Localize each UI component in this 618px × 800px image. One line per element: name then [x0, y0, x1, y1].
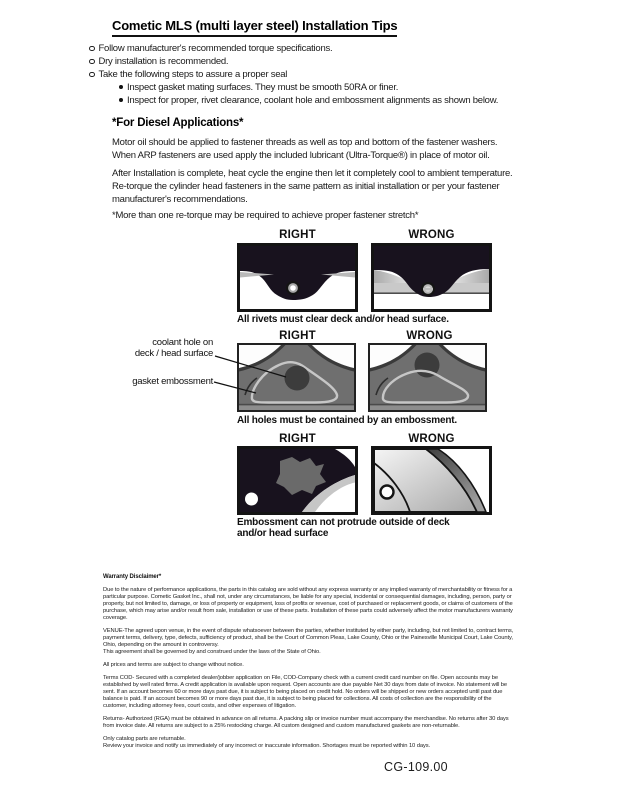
disclaimer-paragraph: Due to the nature of performance applications, the parts in this catalog are sold without any express warranty or any implied warranty of merchantability or fitness for a particular purpose. Cometic Gasket Inc., shall not, under any circumstances, be liable for any special, incidental or consequential damages, including, person, party or property, but not limited to, damage, or loss of property or equipment, loss of profits or revenue, cost of purchased or replacement goods, or claims of customers of the purchase, which may arise and/or result from sale, installation or use of these parts. Installation of these parts could adversely affect the motor manufacturers warranty coverage. [103, 587, 513, 621]
wrong-label: WRONG [408, 433, 455, 445]
list-item-text: Take the following steps to assure a proper seal [98, 69, 288, 80]
rivet-interference-illustration [374, 246, 489, 309]
list-item-text: Dry installation is recommended. [98, 56, 229, 67]
disclaimer-paragraph: Returns- Authorized (RGA) must be obtained in advance on all returns. A packing slip or invoice number must accompany the merchandise. No returns after 30 days from invoice date. All returns are subject to a 25% restocking charge. All custom designed and custom manufactured gaskets are non-returnable. [103, 716, 509, 729]
wrong-label: WRONG [406, 330, 453, 342]
rivet-center [290, 285, 296, 291]
installation-tips-list [89, 42, 529, 107]
diesel-paragraph: Motor oil should be applied to fastener threads as well as top and bottom of the fastener washers. When ARP fasteners are used apply the included lubricant (Ultra-Torque®) in place of motor oil. [112, 137, 498, 161]
hole-contained-illustration [239, 345, 354, 410]
caption-holes: All holes must be contained by an embossment. [237, 415, 457, 426]
warranty-disclaimer [103, 574, 517, 756]
list-item-text: Follow manufacturer's recommended torque specifications. [98, 43, 333, 54]
list-item [89, 55, 529, 68]
disclaimer-paragraph: Review your invoice and notify us immediately of any incorrect or inaccurate information. Shortages must be reported within 10 days. [103, 743, 431, 749]
page-title: Cometic MLS (multi layer steel) Installation Tips [112, 18, 397, 37]
list-item [89, 68, 529, 81]
hole-outside-illustration [370, 345, 485, 410]
diesel-section-heading: *For Diesel Applications* [112, 117, 244, 129]
list-item [119, 81, 529, 94]
filled-bullet-icon [119, 98, 123, 102]
diagram-embossment-wrong [371, 446, 492, 515]
gasket-edge-line [239, 404, 354, 406]
disclaimer-paragraph: All prices and terms are subject to change without notice. [103, 662, 244, 668]
diagram-rivet-right [237, 243, 358, 312]
right-label: RIGHT [279, 229, 316, 241]
open-bullet-icon [89, 59, 95, 65]
embossment-protruding-illustration [374, 449, 489, 512]
annotation-line: coolant hole on [152, 337, 213, 348]
annotation-gasket-embossment [103, 377, 213, 388]
gasket-bottom-band [370, 405, 485, 410]
filled-bullet-icon [119, 85, 123, 89]
bolt-hole [245, 493, 258, 506]
rivet-deck-overlap [423, 288, 433, 290]
diagram-embossment-right [237, 446, 358, 515]
list-item [89, 42, 529, 55]
disclaimer-paragraph: Terms COD- Secured with a completed dealer/jobber application on File, COD-Company check with a current credit card number on file. Open accounts may be established by well rated firms. A credit application is available upon request. Open accounts are due payable Net 30 days from date of invoice. No statement will be sent. If an account becomes 60 or more days past due, it is subject to being placed on credit hold. No orders will be shipped or new orders accepted until past due balance is paid. If an account becomes 90 or more days past due, it is subject to being placed for collections. All costs of collection are the responsibility of the customer, including attorney fees, court costs, and other expenses of litigation. [103, 675, 508, 709]
list-item-text: Inspect gasket mating surfaces. They must be smooth 50RA or finer. [127, 82, 399, 93]
embossment-contained-illustration [240, 449, 355, 512]
list-item-text: Inspect for proper, rivet clearance, coolant hole and embossment alignments as shown below. [127, 95, 499, 106]
disclaimer-heading: Warranty Disclaimer* [103, 574, 162, 580]
retorque-note: *More than one re-torque may be required to achieve proper fastener stretch* [112, 210, 419, 221]
bolt-hole [381, 486, 394, 499]
gasket-edge-line [370, 404, 485, 406]
caption-line: Embossment can not protrude outside of deck [237, 517, 450, 528]
list-item [119, 94, 529, 107]
caption-rivets: All rivets must clear deck and/or head surface. [237, 314, 449, 325]
diagram-hole-wrong [368, 343, 487, 412]
right-label: RIGHT [279, 330, 316, 342]
disclaimer-paragraph: VENUE-The agreed upon venue, in the event of dispute whatsoever between the parties, whether instituted by either party, including, but not limited to, contract terms, payment terms, delivery, type, defects, sufficiency of product, shall be the Court of Common Pleas, Lake County, Ohio or the Painesville Municipal Court, Lake County, Ohio, depending on the amount in controversy. [103, 628, 514, 648]
gasket-bottom-band [239, 405, 354, 410]
disclaimer-paragraph: This agreement shall be governed by and construed under the laws of the State of Ohio. [103, 649, 321, 655]
right-label: RIGHT [279, 433, 316, 445]
annotation-coolant-hole [103, 338, 213, 359]
caption-embossment [237, 517, 450, 539]
diagram-hole-right [237, 343, 356, 412]
coolant-hole [285, 366, 310, 391]
open-bullet-icon [89, 72, 95, 78]
diagram-rivet-wrong [371, 243, 492, 312]
rivet-clear-illustration [240, 246, 355, 309]
diesel-paragraph: After Installation is complete, heat cycle the engine then let it completely cool to ambient temperature. Re-torque the cylinder head fasteners in the same pattern as initial installation or per your fastener manufacturer's recommendations. [112, 168, 513, 205]
open-bullet-icon [89, 46, 95, 52]
annotation-line: deck / head surface [134, 347, 213, 359]
wrong-label: WRONG [408, 229, 455, 241]
annotation-line: gasket embossment [132, 376, 213, 387]
disclaimer-paragraph: Only catalog parts are returnable. [103, 736, 186, 742]
caption-line: and/or head surface [237, 528, 329, 539]
page-number: CG-109.00 [384, 760, 448, 774]
